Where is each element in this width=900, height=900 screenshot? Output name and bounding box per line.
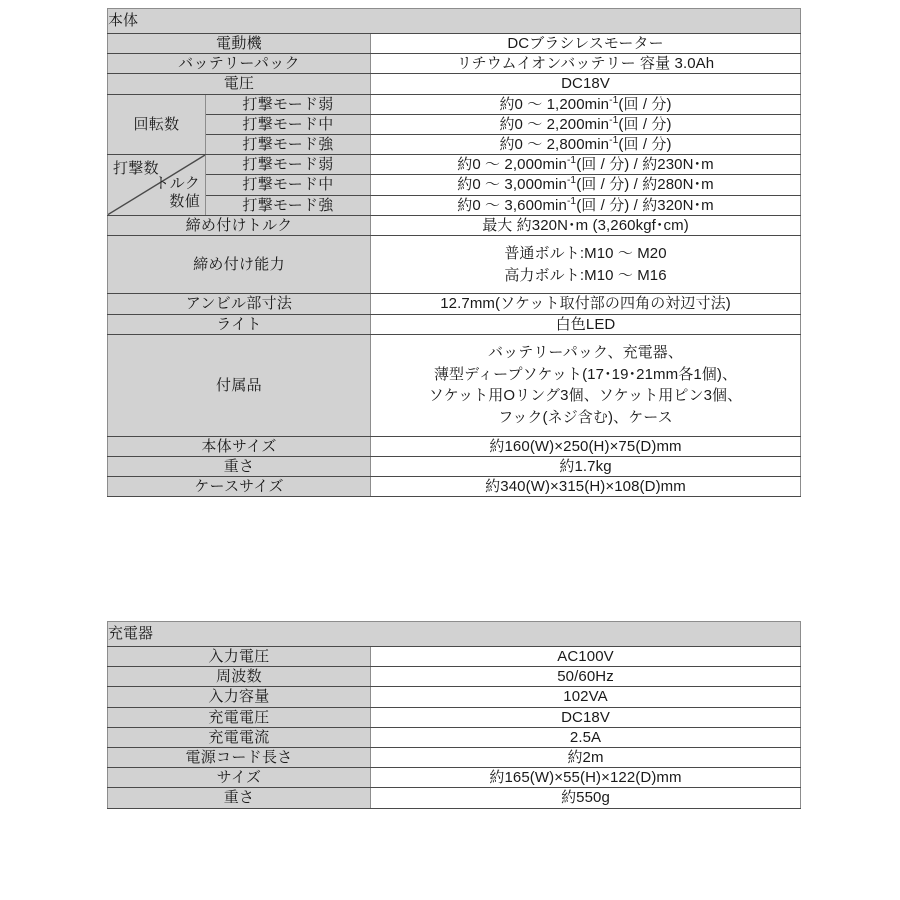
table-row [108, 667, 801, 687]
table-row [108, 235, 801, 294]
group-label-torque-value [154, 175, 200, 211]
row-value-input-voltage: AC100V [371, 647, 801, 667]
table-row [108, 314, 801, 334]
row-label-voltage: 電圧 [108, 74, 371, 94]
row-value-anvil-size: 12.7mm(ソケット取付部の四角の対辺寸法) [371, 294, 801, 314]
charger-section-heading-row [108, 622, 801, 647]
table-row [108, 436, 801, 456]
accessories-line-2: 薄型ディープソケット(17･19･21mm各1個)、 [433, 365, 738, 383]
sub-label-impact-mode-mid: 打撃モード中 [206, 114, 371, 134]
sub-label-impact-mode-low-2: 打撃モード弱 [206, 155, 371, 175]
table-row [108, 114, 801, 134]
row-value-charger-weight: 約550g [371, 788, 801, 808]
impact-low-value-post: (回 / 分) / 約230N･m [576, 156, 714, 174]
accessories-line-3: ソケット用Oリング3個、ソケット用ピン3個、 [428, 387, 743, 405]
row-value-motor: DCブラシレスモーター [371, 34, 801, 54]
impact-mid-value-sup: -1 [566, 175, 577, 187]
impact-mid-value-post: (回 / 分) / 約280N･m [576, 176, 714, 194]
charger-spec-table-body [108, 622, 801, 809]
row-label-case-size: ケースサイズ [108, 477, 371, 497]
impact-low-value-pre: 約0 ～ 2,000min [457, 156, 567, 174]
table-row [108, 647, 801, 667]
row-value-fastening-capacity [371, 235, 801, 294]
group-label-impact-count: 打撃数 [113, 160, 159, 178]
table-row [108, 34, 801, 54]
charger-section-heading: 充電器 [108, 622, 801, 647]
row-value-rotation-low [371, 94, 801, 114]
table-row [108, 74, 801, 94]
row-value-body-size: 約160(W)×250(H)×75(D)mm [371, 436, 801, 456]
rotation-low-value-post: (回 / 分) [618, 95, 672, 113]
row-value-voltage: DC18V [371, 74, 801, 94]
sub-label-impact-mode-high-2: 打撃モード強 [206, 195, 371, 215]
table-row [108, 175, 801, 195]
row-value-impact-mid [371, 175, 801, 195]
rotation-high-value-sup: -1 [609, 134, 619, 146]
row-label-fastening-torque: 締め付けトルク [108, 215, 371, 235]
sub-label-impact-mode-low: 打撃モード弱 [206, 94, 371, 114]
body-section-heading-row [108, 9, 801, 34]
row-value-power-cord-length: 約2m [371, 747, 801, 767]
row-label-input-capacity: 入力容量 [108, 687, 371, 707]
rotation-high-value-pre: 約0 ～ 2,800min [499, 135, 610, 153]
body-section-heading: 本体 [108, 9, 801, 34]
table-row [108, 747, 801, 767]
group-label-impact-torque [108, 155, 206, 216]
rotation-high-value-post: (回 / 分) [618, 135, 672, 153]
rotation-mid-value-pre: 約0 ～ 2,200min [499, 115, 610, 133]
table-row [108, 768, 801, 788]
accessories-line-4: フック(ネジ含む)、ケース [498, 409, 673, 426]
row-label-fastening-capacity: 締め付け能力 [108, 235, 371, 294]
impact-high-value-sup: -1 [566, 195, 577, 207]
table-row [108, 727, 801, 747]
rotation-low-value-pre: 約0 ～ 1,200min [499, 95, 610, 113]
fastening-capacity-line-2: 高力ボルト:M10 ～ M16 [504, 266, 667, 284]
sub-label-impact-mode-mid-2: 打撃モード中 [206, 175, 371, 195]
table-row [108, 707, 801, 727]
group-label-torque-line1: トルク [154, 174, 200, 192]
rotation-mid-value-sup: -1 [609, 114, 619, 126]
body-spec-table-body [108, 9, 801, 497]
table-row [108, 294, 801, 314]
row-label-anvil-size: アンビル部寸法 [108, 294, 371, 314]
row-label-charger-weight: 重さ [108, 788, 371, 808]
row-label-frequency: 周波数 [108, 667, 371, 687]
charger-spec-table [107, 621, 801, 809]
row-value-accessories [371, 334, 801, 436]
table-row [108, 94, 801, 114]
row-label-body-weight: 重さ [108, 456, 371, 476]
table-row [108, 155, 801, 175]
row-value-input-capacity: 102VA [371, 687, 801, 707]
impact-mid-value-pre: 約0 ～ 3,000min [457, 176, 567, 194]
row-label-light: ライト [108, 314, 371, 334]
table-row [108, 195, 801, 215]
row-value-rotation-high [371, 134, 801, 154]
table-row [108, 477, 801, 497]
row-label-body-size: 本体サイズ [108, 436, 371, 456]
row-label-input-voltage: 入力電圧 [108, 647, 371, 667]
body-spec-table [107, 8, 801, 497]
row-value-frequency: 50/60Hz [371, 667, 801, 687]
row-label-battery-pack: バッテリーパック [108, 54, 371, 74]
table-row [108, 788, 801, 808]
row-label-charger-size: サイズ [108, 768, 371, 788]
table-row [108, 134, 801, 154]
row-value-rotation-mid [371, 114, 801, 134]
accessories-line-1: バッテリーパック、充電器、 [488, 343, 683, 361]
fastening-capacity-line-1: 普通ボルト:M10 ～ M20 [504, 244, 667, 262]
row-value-charger-size: 約165(W)×55(H)×122(D)mm [371, 768, 801, 788]
row-value-charge-current: 2.5A [371, 727, 801, 747]
row-value-charge-voltage: DC18V [371, 707, 801, 727]
group-label-torque-line2: 数値 [169, 192, 200, 210]
impact-low-value-sup: -1 [566, 155, 577, 167]
table-row [108, 687, 801, 707]
row-value-fastening-torque: 最大 約320N･m (3,260kgf･cm) [371, 215, 801, 235]
impact-high-value-post: (回 / 分) / 約320N･m [576, 196, 714, 214]
row-label-motor: 電動機 [108, 34, 371, 54]
row-label-charge-voltage: 充電電圧 [108, 707, 371, 727]
row-value-battery-pack: リチウムイオンバッテリー 容量 3.0Ah [371, 54, 801, 74]
impact-high-value-pre: 約0 ～ 3,600min [457, 196, 567, 214]
row-label-charge-current: 充電電流 [108, 727, 371, 747]
group-label-rotation-speed: 回転数 [108, 94, 206, 155]
row-value-light: 白色LED [371, 314, 801, 334]
sub-label-impact-mode-high: 打撃モード強 [206, 134, 371, 154]
row-value-body-weight: 約1.7kg [371, 456, 801, 476]
row-label-accessories: 付属品 [108, 334, 371, 436]
rotation-low-value-sup: -1 [609, 94, 619, 106]
row-value-case-size: 約340(W)×315(H)×108(D)mm [371, 477, 801, 497]
row-value-impact-high [371, 195, 801, 215]
rotation-mid-value-post: (回 / 分) [618, 115, 672, 133]
table-row [108, 456, 801, 476]
table-row [108, 334, 801, 436]
row-value-impact-low [371, 155, 801, 175]
table-row [108, 54, 801, 74]
row-label-power-cord-length: 電源コード長さ [108, 747, 371, 767]
table-row [108, 215, 801, 235]
